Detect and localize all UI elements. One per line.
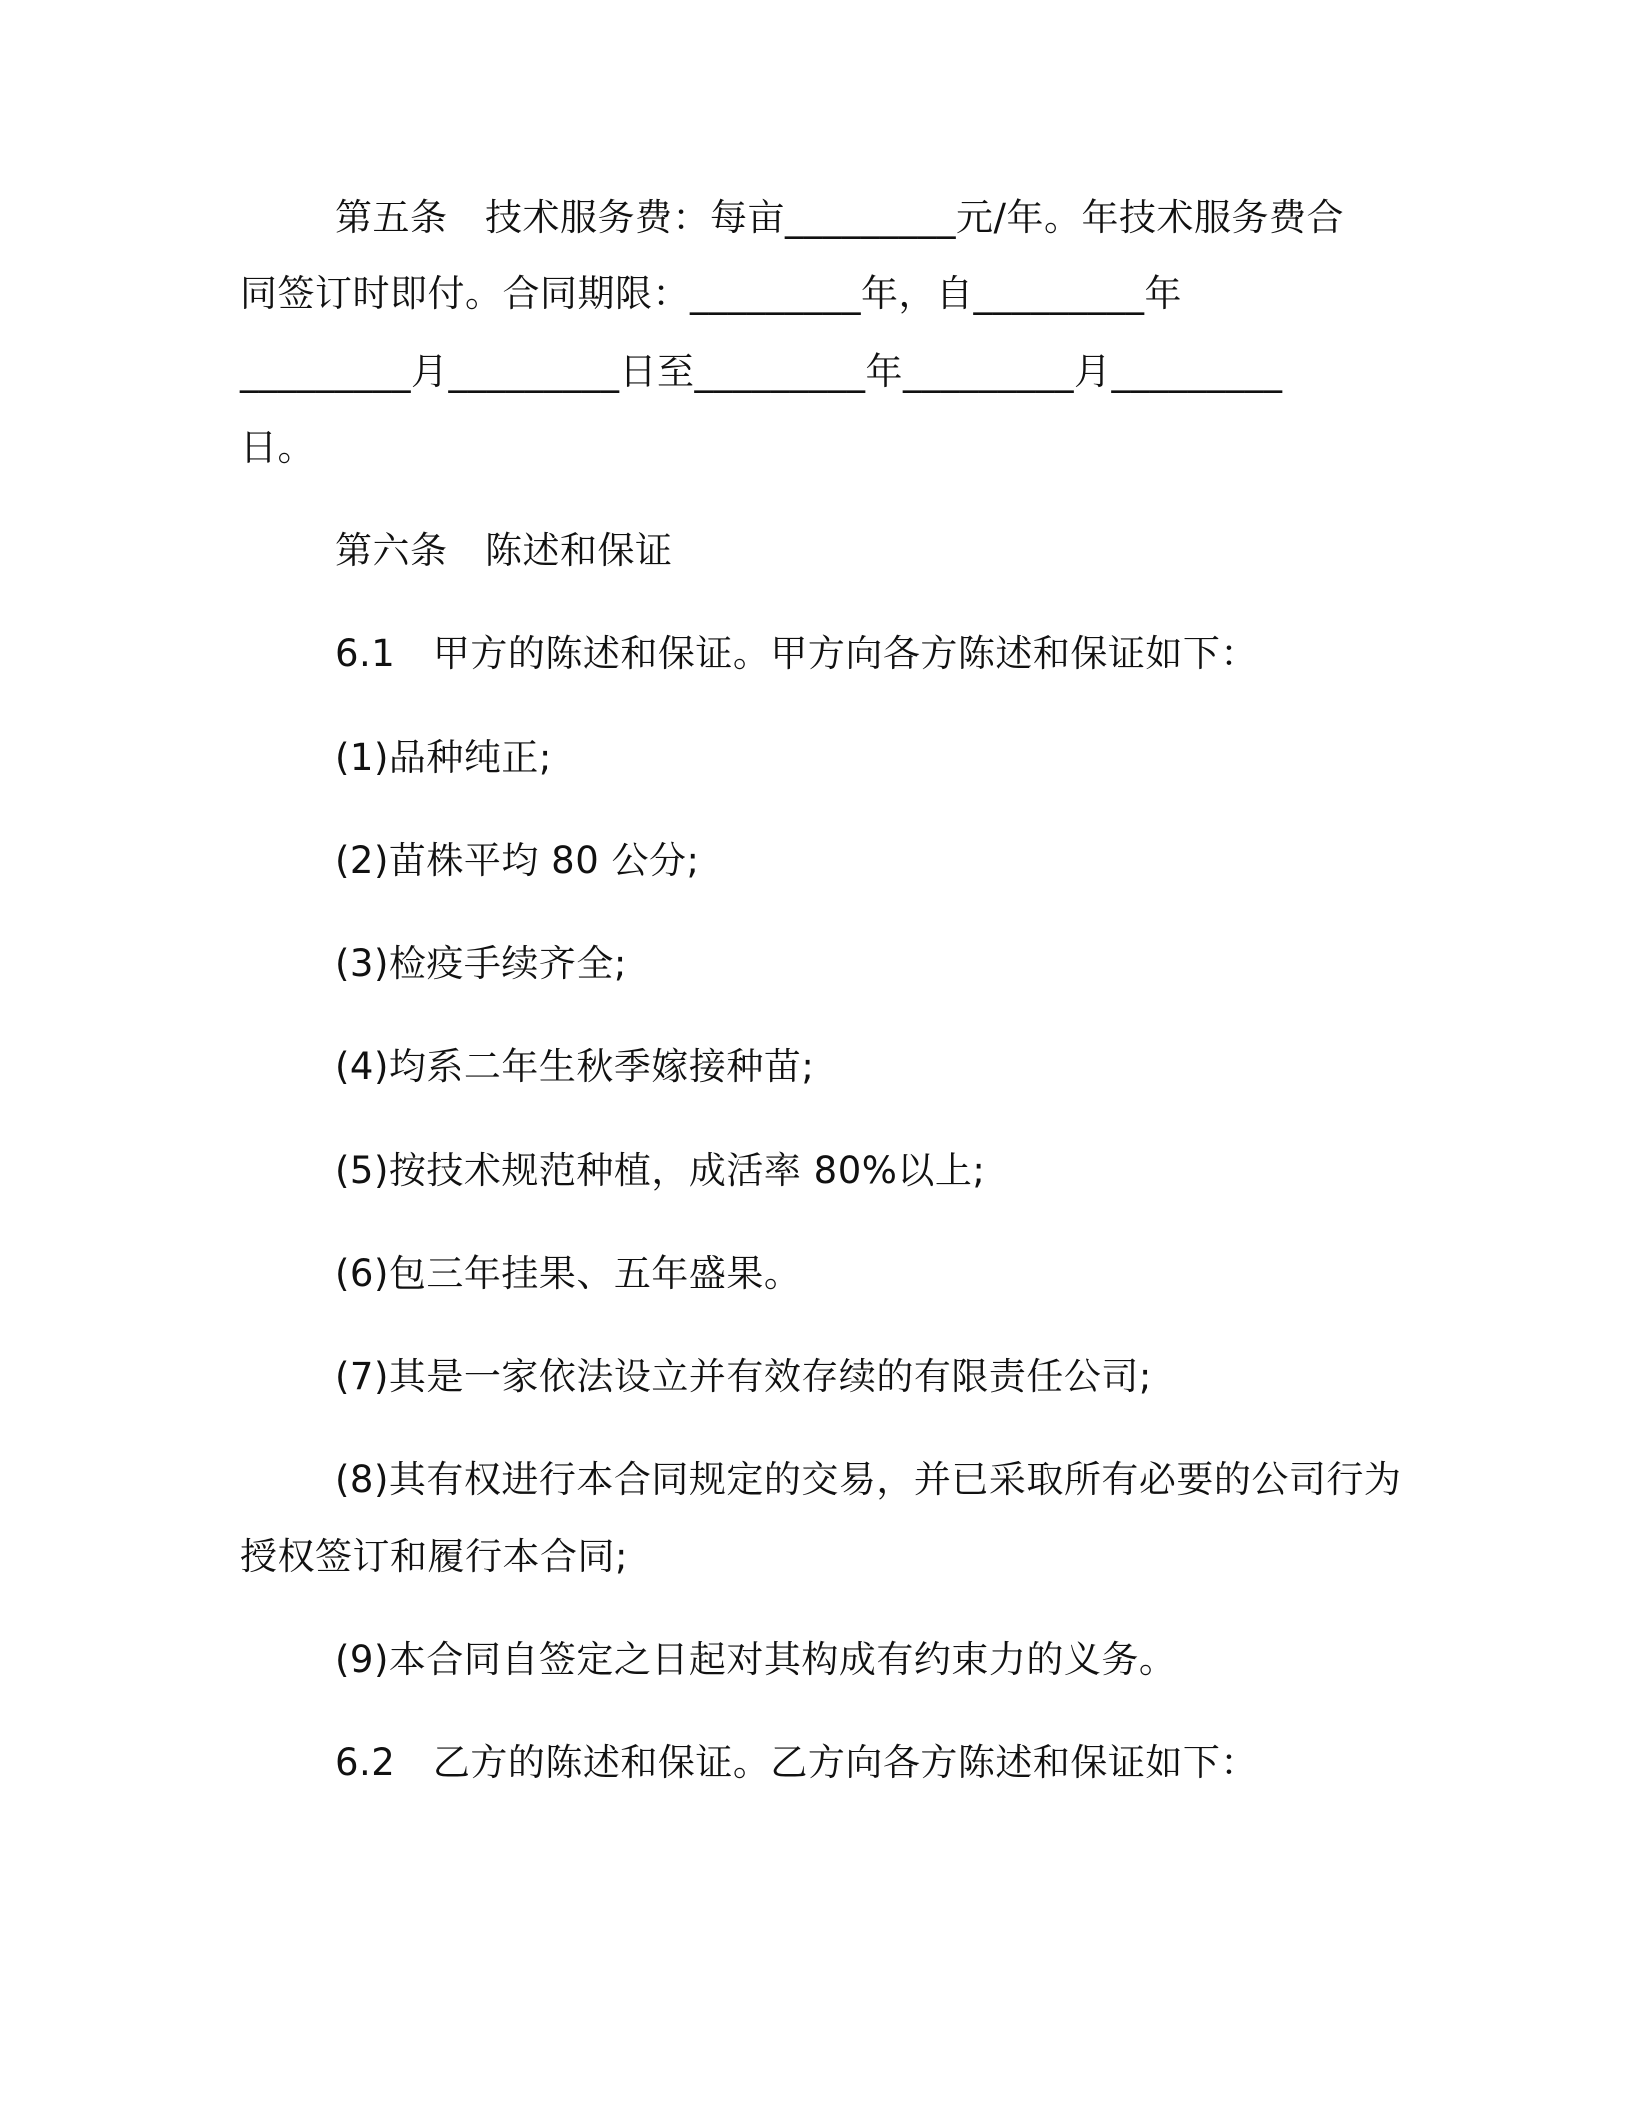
- list-item: (5)按技术规范种植，成活率 80%以上;: [335, 1149, 986, 1192]
- list-item: (4)均系二年生秋季嫁接种苗;: [335, 1045, 815, 1088]
- list-item: (2)苗株平均 80 公分;: [335, 839, 700, 882]
- item9: (9)本合同自签定之日起对其构成有约束力的义务。: [335, 1638, 1177, 1681]
- article5-line3: _________月_________日至_________年_________月_________: [240, 350, 1283, 393]
- article5-line4: 日。: [240, 426, 315, 469]
- article5-line2: 同签订时即付。合同期限：_________年，自_________年: [240, 272, 1182, 315]
- list-item: (6)包三年挂果、五年盛果。: [335, 1252, 802, 1295]
- section-6-1: 6.1 甲方的陈述和保证。甲方向各方陈述和保证如下：: [335, 632, 1258, 675]
- item8-line1: (8)其有权进行本合同规定的交易，并已采取所有必要的公司行为: [335, 1458, 1402, 1501]
- list-item: (1)品种纯正;: [335, 736, 552, 779]
- article5-line1: 第五条 技术服务费：每亩_________元/年。年技术服务费合: [335, 196, 1344, 239]
- list-item: (3)检疫手续齐全;: [335, 942, 627, 985]
- item8-line2: 授权签订和履行本合同;: [240, 1535, 628, 1578]
- list-item: (7)其是一家依法设立并有效存续的有限责任公司;: [335, 1355, 1152, 1398]
- section-6-2: 6.2 乙方的陈述和保证。乙方向各方陈述和保证如下：: [335, 1741, 1258, 1784]
- article6-heading: 第六条 陈述和保证: [335, 529, 673, 572]
